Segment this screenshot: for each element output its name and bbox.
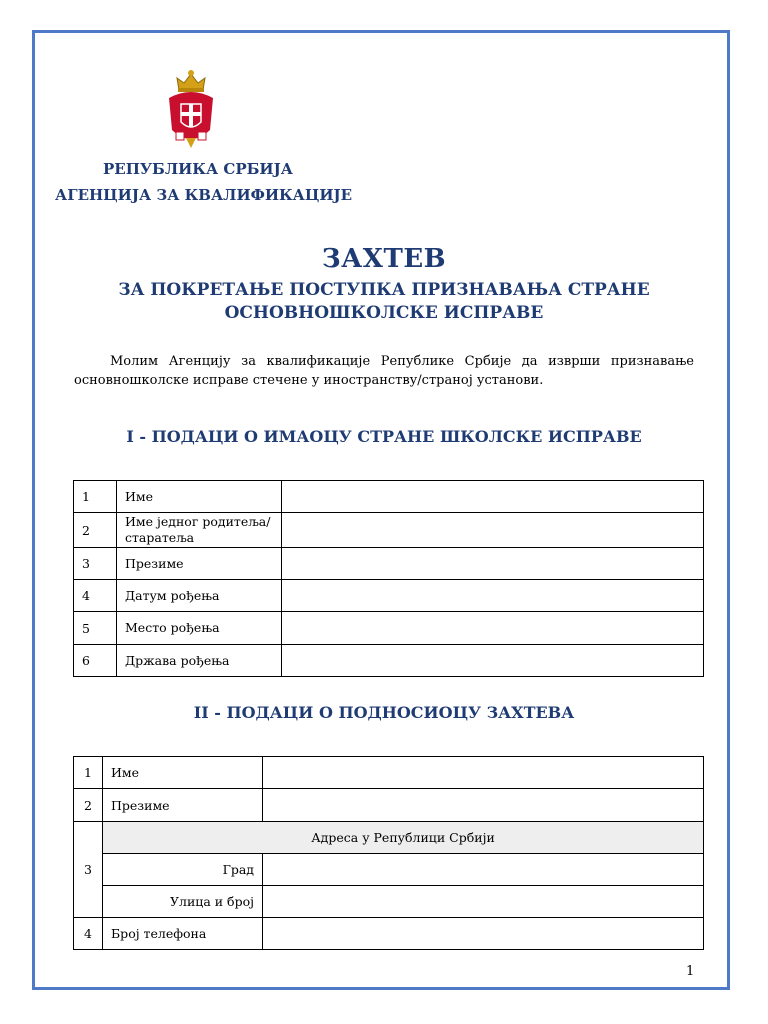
street-label: Улица и број bbox=[103, 886, 263, 918]
row-number: 1 bbox=[74, 481, 117, 513]
row-label: Име једног родитеља/старатеља bbox=[117, 513, 282, 548]
intro-line-2: основношколске исправе стечене у иностранству/страној установи. bbox=[74, 373, 544, 388]
table-row bbox=[74, 822, 704, 854]
row-number: 3 bbox=[74, 822, 103, 918]
city-label: Град bbox=[103, 854, 263, 886]
document-subtitle-line-2: ОСНОВНОШКОЛСКЕ ИСПРАВЕ bbox=[224, 303, 544, 323]
table-row bbox=[74, 789, 704, 822]
table-row bbox=[74, 757, 704, 789]
applicant-surname-field[interactable] bbox=[263, 789, 704, 822]
row-label: Презиме bbox=[117, 548, 282, 580]
holder-birth-date-field[interactable] bbox=[282, 580, 704, 612]
applicant-data-table bbox=[73, 756, 704, 950]
document-title: ЗАХТЕВ bbox=[321, 244, 447, 274]
row-label: Име bbox=[117, 481, 282, 513]
applicant-phone-field[interactable] bbox=[263, 918, 704, 950]
table-row bbox=[74, 854, 704, 886]
intro-line-1: Молим Агенцију за квалификације Републике Србије да изврши признавање bbox=[110, 354, 694, 369]
holder-birth-country-field[interactable] bbox=[282, 645, 704, 677]
row-number: 4 bbox=[74, 580, 117, 612]
row-label: Број телефона bbox=[103, 918, 263, 950]
page-number: 1 bbox=[686, 964, 695, 979]
applicant-city-field[interactable] bbox=[263, 854, 704, 886]
table-row bbox=[74, 612, 704, 645]
section-1-heading: I - ПОДАЦИ О ИМАОЦУ СТРАНЕ ШКОЛСКЕ ИСПРАВЕ bbox=[126, 427, 642, 446]
row-label: Име bbox=[103, 757, 263, 789]
row-number: 3 bbox=[74, 548, 117, 580]
table-row bbox=[74, 645, 704, 677]
row-number: 5 bbox=[74, 612, 117, 645]
applicant-first-name-field[interactable] bbox=[263, 757, 704, 789]
row-number: 6 bbox=[74, 645, 117, 677]
row-number: 2 bbox=[74, 789, 103, 822]
holder-first-name-field[interactable] bbox=[282, 481, 704, 513]
applicant-street-field[interactable] bbox=[263, 886, 704, 918]
row-label: Место рођења bbox=[117, 612, 282, 645]
request-intro-paragraph bbox=[74, 352, 694, 390]
table-row bbox=[74, 886, 704, 918]
holder-surname-field[interactable] bbox=[282, 548, 704, 580]
agency-name: АГЕНЦИЈА ЗА КВАЛИФИКАЦИЈЕ bbox=[55, 186, 353, 204]
republic-name: РЕПУБЛИКА СРБИЈА bbox=[103, 160, 293, 178]
row-number: 2 bbox=[74, 513, 117, 548]
holder-data-table bbox=[73, 480, 704, 677]
table-row bbox=[74, 548, 704, 580]
table-row bbox=[74, 580, 704, 612]
row-label: Датум рођења bbox=[117, 580, 282, 612]
row-number: 4 bbox=[74, 918, 103, 950]
row-number: 1 bbox=[74, 757, 103, 789]
document-subtitle-line-1: ЗА ПОКРЕТАЊЕ ПОСТУПКА ПРИЗНАВАЊА СТРАНЕ bbox=[118, 280, 650, 300]
section-2-heading: II - ПОДАЦИ О ПОДНОСИОЦУ ЗАХТЕВА bbox=[193, 703, 575, 722]
address-header: Адреса у Републици Србији bbox=[103, 822, 704, 854]
table-row bbox=[74, 918, 704, 950]
holder-birth-place-field[interactable] bbox=[282, 612, 704, 645]
row-label: Држава рођења bbox=[117, 645, 282, 677]
row-label: Презиме bbox=[103, 789, 263, 822]
serbian-coat-of-arms bbox=[166, 68, 216, 152]
table-row bbox=[74, 481, 704, 513]
table-row bbox=[74, 513, 704, 548]
holder-parent-name-field[interactable] bbox=[282, 513, 704, 548]
